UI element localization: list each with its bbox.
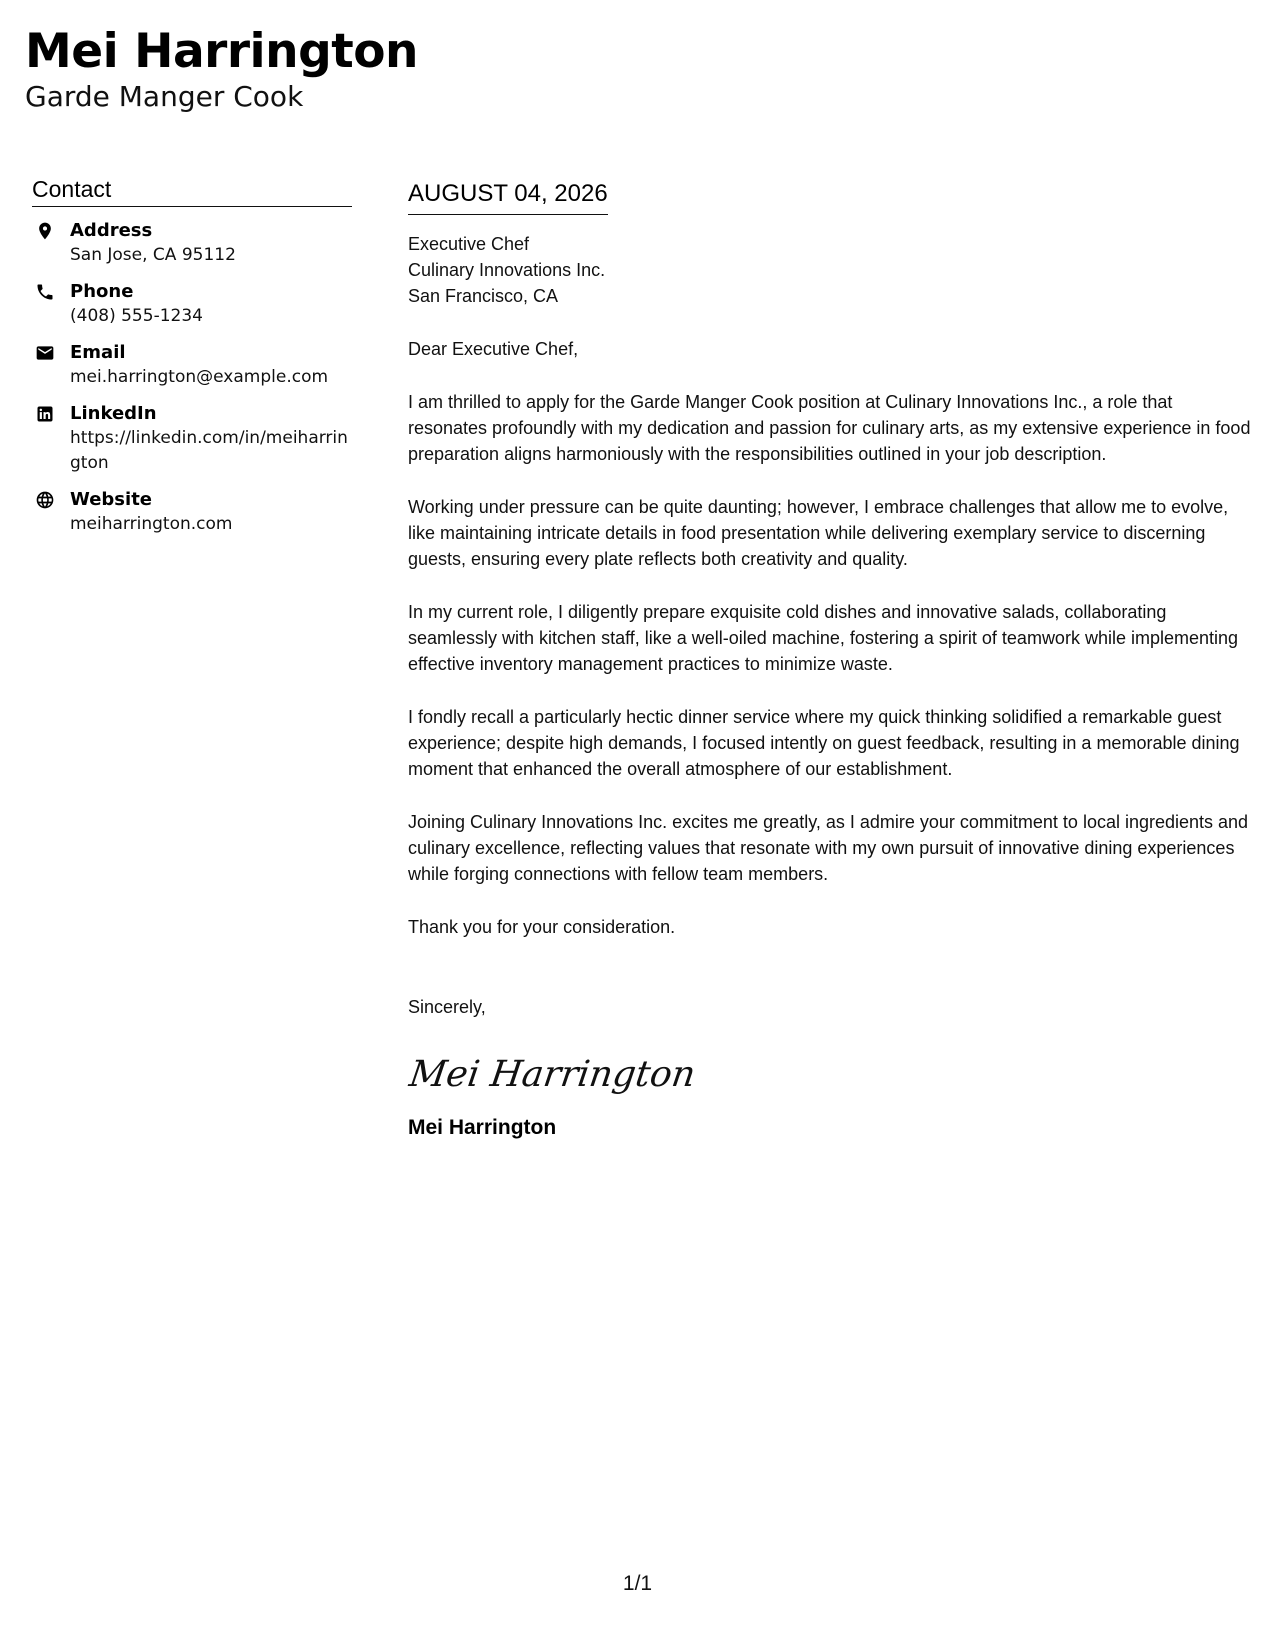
globe-icon: [34, 489, 56, 511]
letter-paragraph: Joining Culinary Innovations Inc. excites me greatly, as I admire your commitment to local ingredients and culinary excellence, reflecting values that resonate with my own pursuit of innovative dining experiences while forging connections with fellow team members.: [408, 812, 1249, 884]
letter-paragraph: I am thrilled to apply for the Garde Manger Cook position at Culinary Innovations Inc., a role that resonates profoundly with my dedication and passion for culinary arts, as my extensive experience in food preparation aligns harmoniously with the responsibilities outlined in your job description.: [408, 392, 1251, 464]
contact-value[interactable]: (408) 555-1234: [70, 306, 203, 326]
location-pin-icon: [34, 220, 56, 242]
job-title: Garde Manger Cook: [25, 80, 304, 113]
letter-paragraph: In my current role, I diligently prepare exquisite cold dishes and innovative salads, collaborating seamlessly with kitchen staff, like a well-oiled machine, fostering a spirit of teamwork while implementing effective inventory management practices to minimize waste.: [408, 602, 1239, 674]
letter-paragraph: Working under pressure can be quite daunting; however, I embrace challenges that allow me to evolve, like maintaining intricate details in food presentation while delivering exemplary service to discerning guests, ensuring every plate reflects both creativity and quality.: [408, 497, 1229, 569]
svg-text:Mei Harrington: Mei Harrington: [406, 1052, 699, 1095]
contact-label: LinkedIn: [70, 403, 157, 424]
contact-value[interactable]: mei.harrington@example.com: [70, 367, 329, 387]
envelope-icon: [34, 342, 56, 364]
contact-label: Website: [70, 489, 153, 510]
contact-label: Email: [70, 342, 126, 363]
contact-value[interactable]: meiharrington.com: [70, 514, 233, 534]
recipient-block: [408, 231, 1253, 309]
handwritten-signature: [406, 1044, 1253, 1104]
contact-item-linkedin: [32, 402, 352, 476]
recipient-company: Culinary Innovations Inc.: [408, 260, 606, 280]
contact-item-email: [32, 341, 352, 390]
contact-label: Address: [70, 220, 153, 241]
contact-value[interactable]: https://linkedin.com/in/meiharrington: [70, 428, 348, 473]
contact-sidebar: [32, 174, 352, 549]
recipient-title: Executive Chef: [408, 234, 530, 254]
letter-paragraph: I fondly recall a particularly hectic dinner service where my quick thinking solidified a remarkable guest experience; despite high demands, I focused intently on guest feedback, resulting in a memorable dining moment that enhanced the overall atmosphere of our establishment.: [408, 707, 1240, 779]
applicant-name: Mei Harrington: [25, 24, 418, 79]
phone-icon: [34, 281, 56, 303]
linkedin-icon: [34, 403, 56, 425]
contact-item-address: [32, 219, 352, 268]
contact-label: Phone: [70, 281, 134, 302]
document-header: [25, 22, 418, 114]
letter-body: [408, 178, 1253, 1142]
recipient-location: San Francisco, CA: [408, 286, 559, 306]
letter-date: AUGUST 04, 2026: [408, 178, 608, 215]
closing: Sincerely,: [408, 997, 486, 1017]
contact-value: San Jose, CA 95112: [70, 245, 236, 265]
page-number: 1/1: [622, 1572, 653, 1595]
contact-item-phone: [32, 280, 352, 329]
signer-name: Mei Harrington: [408, 1116, 557, 1139]
thanks-line: Thank you for your consideration.: [408, 917, 676, 937]
contact-heading: Contact: [32, 174, 352, 207]
contact-item-website: [32, 488, 352, 537]
salutation: Dear Executive Chef,: [408, 339, 579, 359]
